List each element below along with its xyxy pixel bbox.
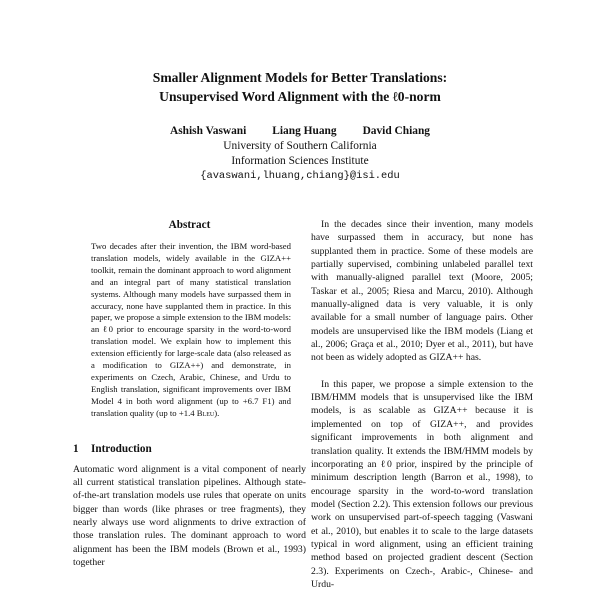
title-line-2: Unsupervised Word Alignment with the ℓ0-norm <box>159 89 441 104</box>
affiliation-institute: Information Sciences Institute <box>231 155 369 167</box>
section-number: 1 <box>73 442 79 455</box>
author-name: Ashish Vaswani <box>170 125 247 137</box>
abstract-heading: Abstract <box>168 219 211 231</box>
body-paragraph-2: In this paper, we propose a simple extension to the IBM/HMM models that is unsupervised like the IBM models, is as scalable as GIZA++ because it is implemented on top of GIZA++, and provides significant improvements in both alignment and translation quality. It extends the IBM/HMM models by incorporating an ℓ0 prior, inspired by the principle of minimum description length (Barron et al., 1998), to encourage sparsity in the word-to-word translation model (Section 2.2). This extension follows our previous work on unsupervised part-of-speech tagging (Vaswani et al., 2010), but enables it to scale to the large datasets typical in word alignment, using an efficient training method based on projected gradient descent (Section 2.3). Experiments on Czech-, Arabic-, Chinese- and Urdu- <box>311 378 533 590</box>
abstract-body: Two decades after their invention, the IBM word-based translation models, widely available in the GIZA++ toolkit, remain the dominant approach to word alignment and an integral part of many statistical translation systems. Although many models have surpassed them in accuracy, none have supplanted them in practice. In this paper, we propose a simple extension to the IBM models: an ℓ0 prior to encourage sparsity in the word-to-word translation model. We explain how to implement this extension efficiently for large-scale data (also released as a modification to GIZA++) and demonstrate, in experiments on Czech, Arabic, Chinese, and Urdu to English translation, significant improvements over IBM Model 4 in both word alignment (up to +6.7 F1) and translation quality (up to +1.4 <box>91 241 291 418</box>
affiliation-university: University of Southern California <box>223 140 377 152</box>
author-block <box>60 124 540 184</box>
author-name: Liang Huang <box>272 125 337 137</box>
author-email: {avaswani,lhuang,chiang}@isi.edu <box>200 170 400 182</box>
introduction-paragraph: Automatic word alignment is a vital component of nearly all current statistical translation pipelines. Although state-of-the-art translation models use rules that operate on units bigger than words (like phrases or tree fragments), they nearly always use word alignments to drive extraction of those translation rules. The dominant approach to word alignment has been the IBM models (Brown et al., 1993) together <box>73 463 306 568</box>
paper-title <box>60 68 540 106</box>
section-title: Introduction <box>91 442 152 455</box>
title-line-1: Smaller Alignment Models for Better Translations: <box>152 70 448 85</box>
left-column <box>73 218 306 569</box>
author-names <box>60 124 540 139</box>
abstract-end: ). <box>214 407 220 418</box>
bleu-label: Bleu <box>196 407 215 418</box>
author-name: David Chiang <box>362 125 430 137</box>
body-paragraph-1: In the decades since their invention, many models have surpassed them in accuracy, but none has supplanted them in practice. Some of these models are partially supervised, combining unlabeled parallel text with manually-aligned parallel text (Moore, 2005; Taskar et al., 2005; Riesa and Marcu, 2010). Although manually-aligned data is very valuable, it is only available for a small number of language pairs. Other models are unsupervised like the IBM models (Liang et al., 2006; Graça et al., 2010; Dyer et al., 2011), but have not been as widely adopted as GIZA++ has. <box>311 219 533 364</box>
section-heading-introduction <box>73 442 306 456</box>
right-column <box>311 218 533 591</box>
abstract-text <box>91 241 291 420</box>
